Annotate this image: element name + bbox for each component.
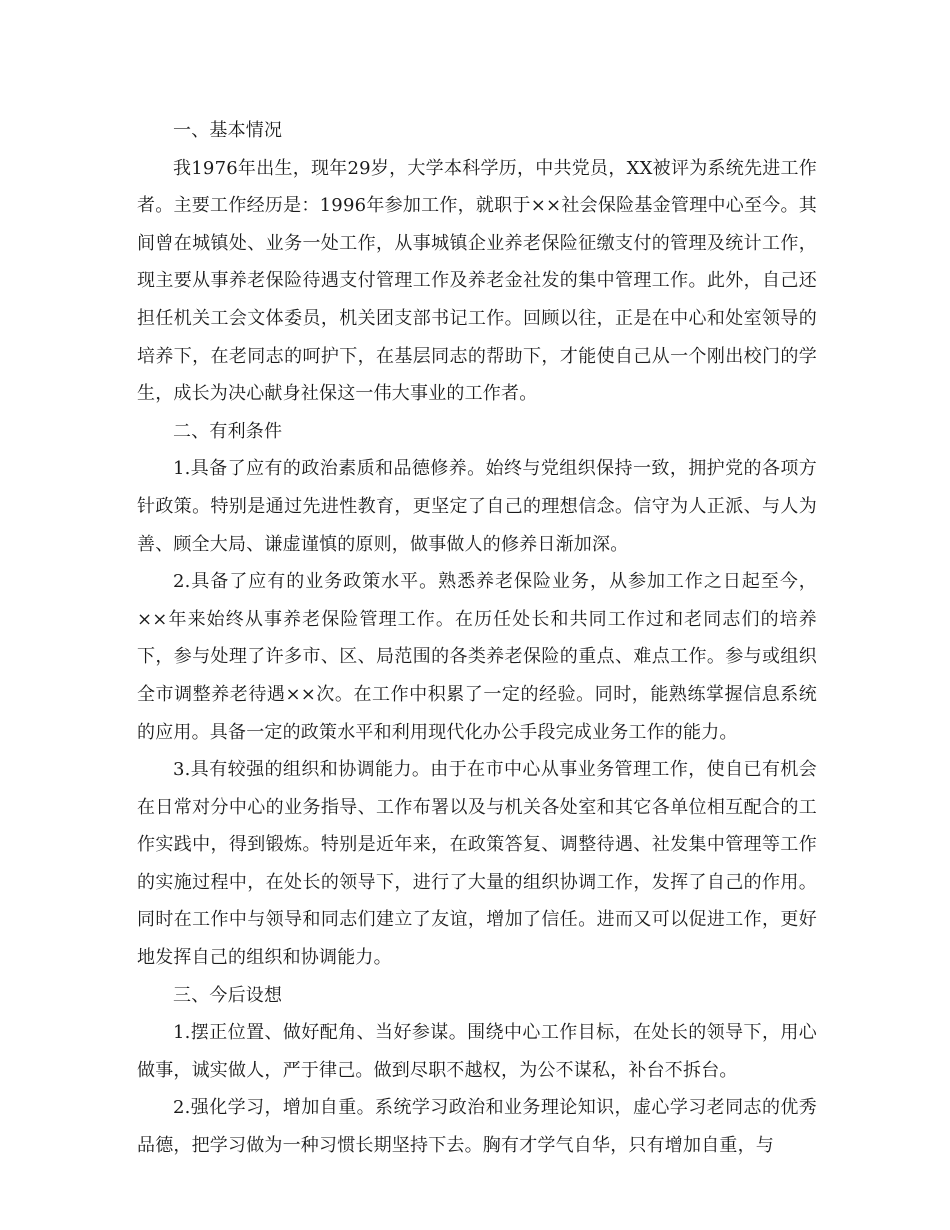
section-heading-favorable-conditions: 二、有利条件 [173, 420, 283, 442]
paragraph-condition-1: 1.具备了应有的政治素质和品德修养。始终与党组织保持一致，拥护党的各项方针政策。特别是通过先进性教育，更坚定了自己的理想信念。信守为人正派、与人为善、顾全大局、谦虚谨慎的原则，做事做人的修养日渐加深。 [137, 458, 817, 555]
document-body [137, 112, 817, 1165]
paragraph-basic-info: 我1976年出生，现年29岁，大学本科学历，中共党员，XX被评为系统先进工作者。主要工作经历是：1996年参加工作，就职于××社会保险基金管理中心至今。其间曾在城镇处、业务一处工作，从事城镇企业养老保险征缴支付的管理及统计工作，现主要从事养老保险待遇支付管理工作及养老金社发的集中管理工作。此外，自己还担任机关工会文体委员，机关团支部书记工作。回顾以往，正是在中心和处室领导的培养下，在老同志的呵护下，在基层同志的帮助下，才能使自己从一个刚出校门的学生，成长为决心献身社保这一伟大事业的工作者。 [137, 157, 817, 405]
paragraph-condition-2: 2.具备了应有的业务政策水平。熟悉养老保险业务，从参加工作之日起至今，××年来始终从事养老保险管理工作。在历任处长和共同工作过和老同志们的培养下，参与处理了许多市、区、局范围的各类养老保险的重点、难点工作。参与或组织全市调整养老待遇××次。在工作中积累了一定的经验。同时，能熟练掌握信息系统的应用。具备一定的政策水平和利用现代化办公手段完成业务工作的能力。 [137, 571, 817, 743]
section-heading-future-plans: 三、今后设想 [173, 984, 283, 1006]
paragraph-plan-1: 1.摆正位置、做好配角、当好参谋。围绕中心工作目标，在处长的领导下，用心做事，诚实做人，严于律己。做到尽职不越权，为公不谋私，补台不拆台。 [137, 1022, 817, 1081]
section-heading-basic-info: 一、基本情况 [173, 120, 283, 141]
paragraph-plan-2: 2.强化学习，增加自重。系统学习政治和业务理论知识，虚心学习老同志的优秀品德，把学习做为一种习惯长期坚持下去。胸有才学气自华，只有增加自重，与 [137, 1097, 817, 1157]
paragraph-condition-3: 3.具有较强的组织和协调能力。由于在市中心从事业务管理工作，使自已有机会在日常对分中心的业务指导、工作布署以及与机关各处室和其它各单位相互配合的工作实践中，得到锻炼。特别是近年来，在政策答复、调整待遇、社发集中管理等工作的实施过程中，在处长的领导下，进行了大量的组织协调工作，发挥了自己的作用。同时在工作中与领导和同志们建立了友谊，增加了信任。进而又可以促进工作，更好地发挥自己的组织和协调能力。 [137, 759, 817, 969]
